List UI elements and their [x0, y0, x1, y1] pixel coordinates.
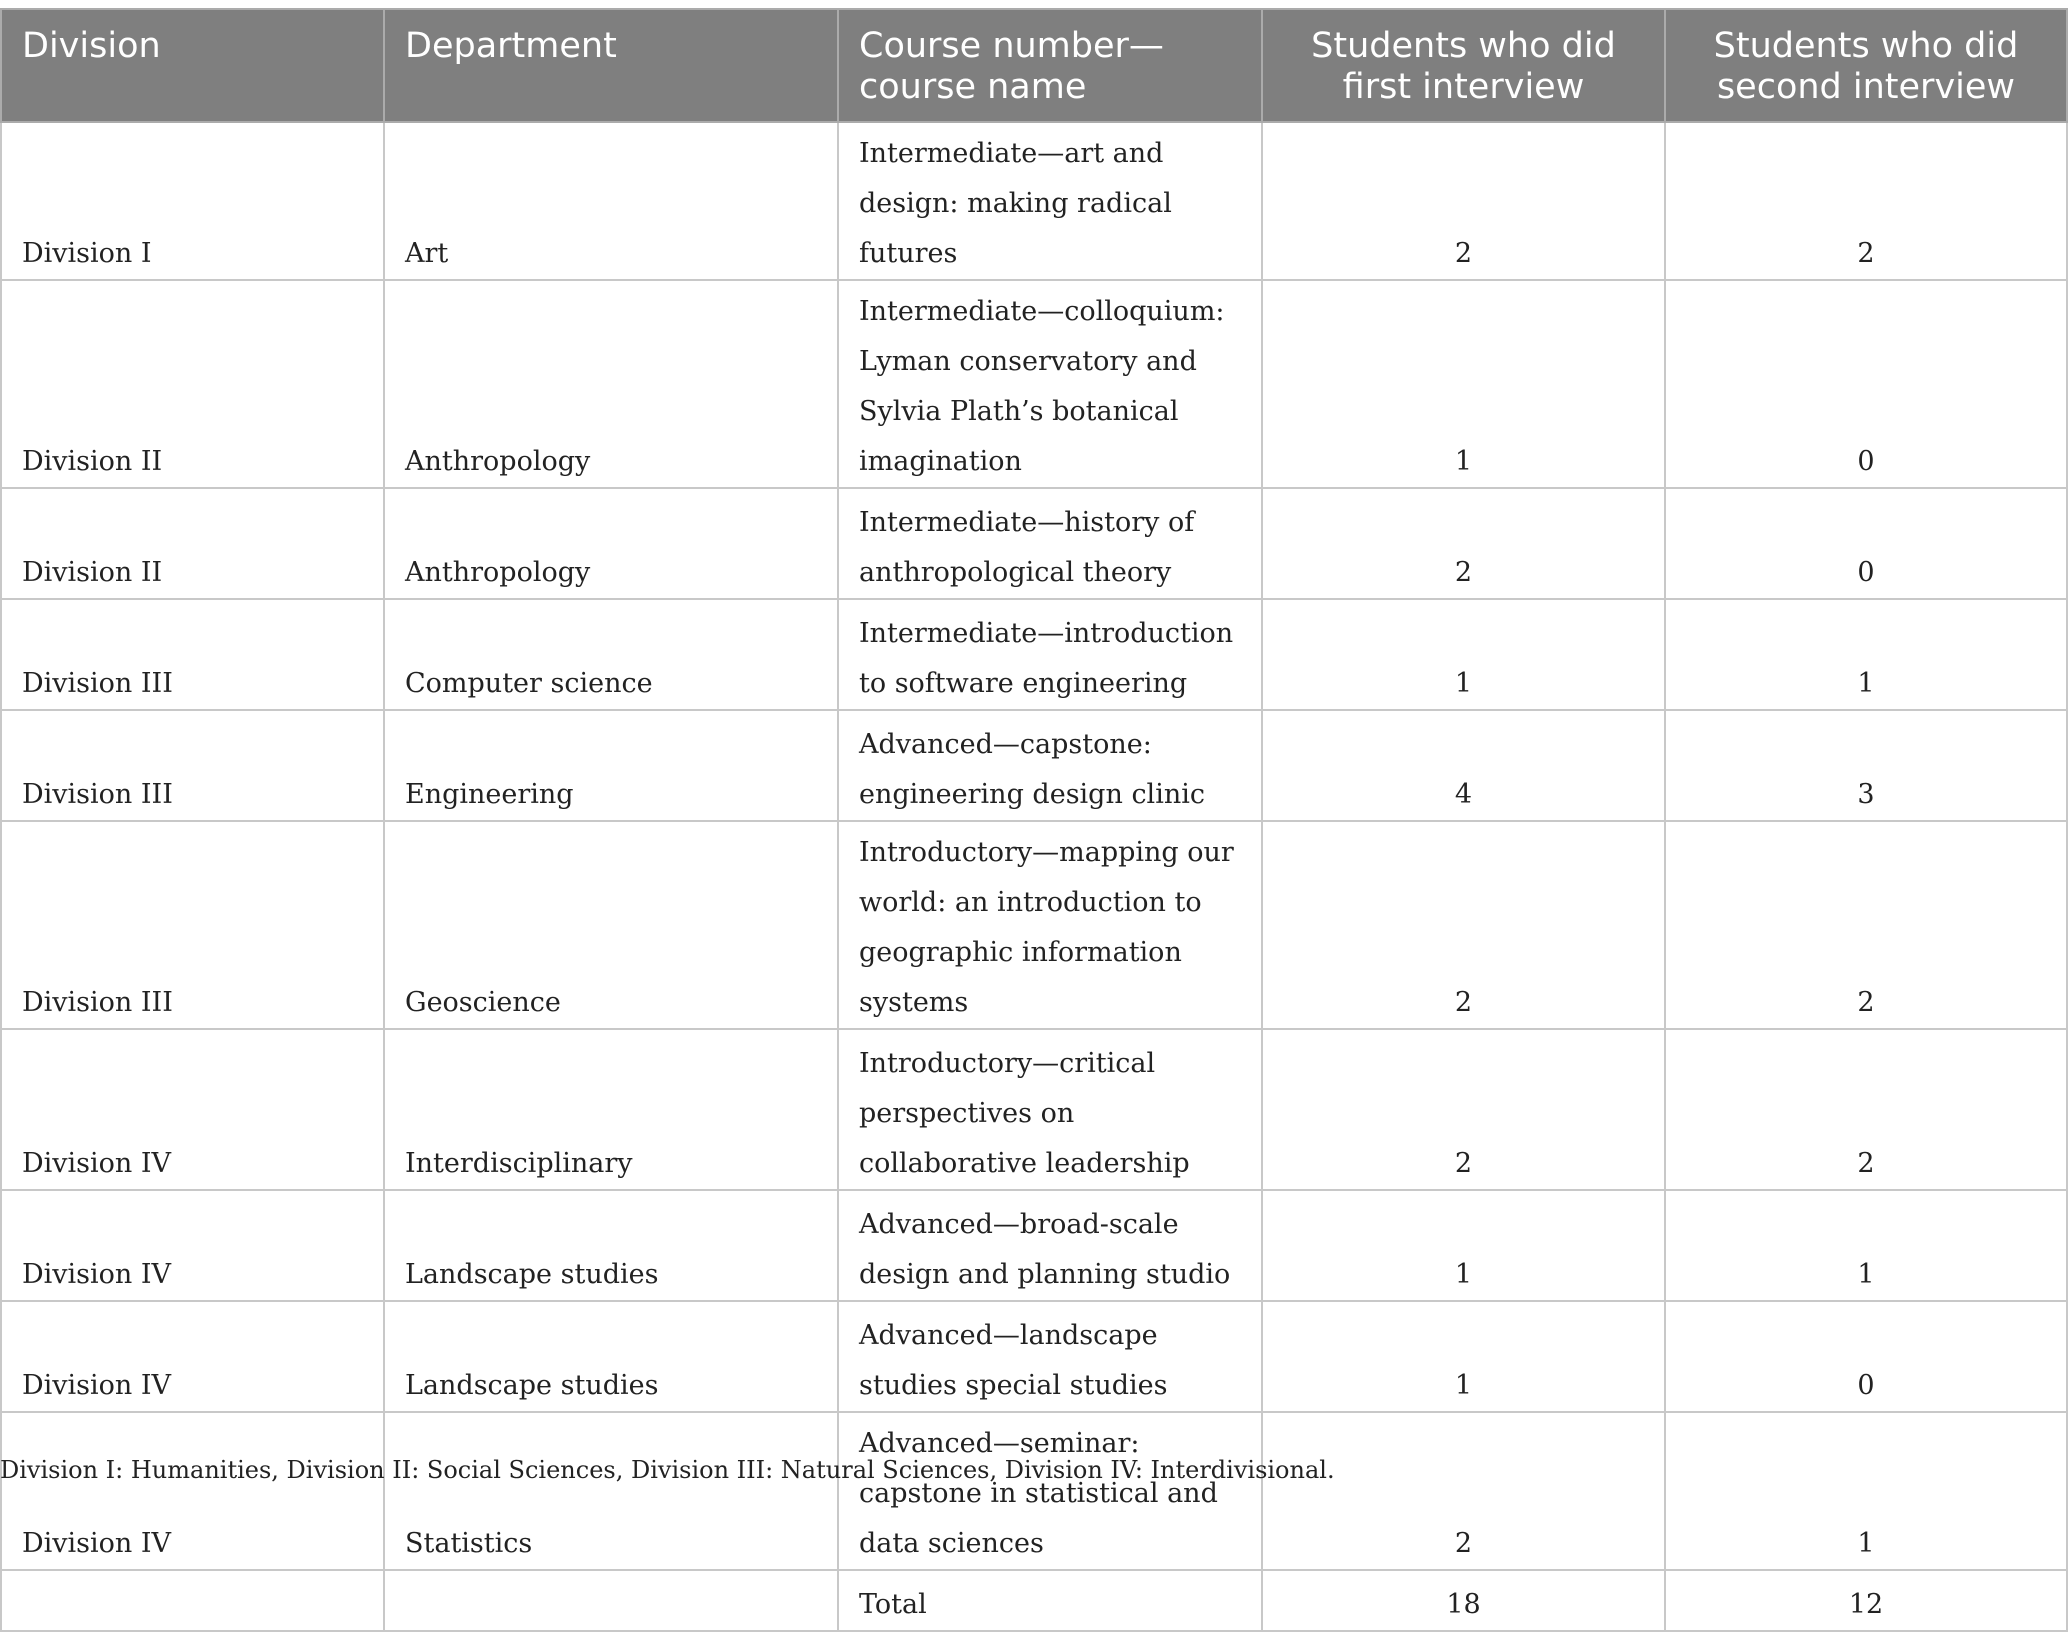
header-first-interview: Students who did first interview [1262, 9, 1665, 122]
division-cell: Division III [1, 821, 384, 1029]
second-interview-cell: 2 [1665, 821, 2067, 1029]
interview-table [0, 8, 2068, 1632]
first-interview-cell: 2 [1262, 1412, 1665, 1570]
header-row [1, 9, 2067, 122]
total-second-interview: 12 [1665, 1570, 2067, 1631]
table-row [1, 122, 2067, 280]
division-cell: Division IV [1, 1190, 384, 1301]
first-interview-cell: 1 [1262, 1190, 1665, 1301]
total-first-interview: 18 [1262, 1570, 1665, 1631]
course-cell: Intermediate—history of anthropological theory [838, 488, 1262, 599]
department-cell: Statistics [384, 1412, 838, 1570]
division-cell: Division II [1, 280, 384, 488]
table-row [1, 821, 2067, 1029]
department-cell: Art [384, 122, 838, 280]
department-cell: Landscape studies [384, 1190, 838, 1301]
course-cell: Introductory—critical perspectives on collaborative leadership [838, 1029, 1262, 1190]
table-row [1, 1412, 2067, 1570]
table-row [1, 1029, 2067, 1190]
division-cell: Division IV [1, 1301, 384, 1412]
header-division: Division [1, 9, 384, 122]
first-interview-cell: 1 [1262, 1301, 1665, 1412]
first-interview-cell: 4 [1262, 710, 1665, 821]
course-cell: Intermediate—colloquium: Lyman conservatory and Sylvia Plath’s botanical imagination [838, 280, 1262, 488]
department-cell: Landscape studies [384, 1301, 838, 1412]
course-cell: Advanced—landscape studies special studies [838, 1301, 1262, 1412]
header-second-interview: Students who did second interview [1665, 9, 2067, 122]
department-cell: Anthropology [384, 280, 838, 488]
second-interview-cell: 3 [1665, 710, 2067, 821]
department-cell: Computer science [384, 599, 838, 710]
header-department: Department [384, 9, 838, 122]
department-cell: Interdisciplinary [384, 1029, 838, 1190]
second-interview-cell: 1 [1665, 599, 2067, 710]
second-interview-cell: 2 [1665, 1029, 2067, 1190]
department-cell: Anthropology [384, 488, 838, 599]
division-cell: Division I [1, 122, 384, 280]
empty-cell [384, 1570, 838, 1631]
first-interview-cell: 1 [1262, 599, 1665, 710]
total-label: Total [838, 1570, 1262, 1631]
course-cell: Advanced—seminar: capstone in statistical and data sciences [838, 1412, 1262, 1570]
division-cell: Division IV [1, 1412, 384, 1570]
second-interview-cell: 1 [1665, 1190, 2067, 1301]
second-interview-cell: 1 [1665, 1412, 2067, 1570]
table-footnote: Division I: Humanities, Division II: Social Sciences, Division III: Natural Sciences, Division IV: Interdivisional. [0, 1456, 1335, 1484]
department-cell: Geoscience [384, 821, 838, 1029]
table-row [1, 1301, 2067, 1412]
division-cell: Division IV [1, 1029, 384, 1190]
division-cell: Division II [1, 488, 384, 599]
table-row [1, 1190, 2067, 1301]
empty-cell [1, 1570, 384, 1631]
table-row [1, 710, 2067, 821]
first-interview-cell: 2 [1262, 821, 1665, 1029]
first-interview-cell: 2 [1262, 488, 1665, 599]
second-interview-cell: 2 [1665, 122, 2067, 280]
second-interview-cell: 0 [1665, 1301, 2067, 1412]
first-interview-cell: 2 [1262, 122, 1665, 280]
second-interview-cell: 0 [1665, 280, 2067, 488]
table-row [1, 280, 2067, 488]
course-cell: Intermediate—art and design: making radical futures [838, 122, 1262, 280]
table-row [1, 488, 2067, 599]
course-cell: Introductory—mapping our world: an introduction to geographic information systems [838, 821, 1262, 1029]
course-cell: Intermediate—introduction to software engineering [838, 599, 1262, 710]
division-cell: Division III [1, 710, 384, 821]
header-course: Course number—course name [838, 9, 1262, 122]
first-interview-cell: 1 [1262, 280, 1665, 488]
total-row [1, 1570, 2067, 1631]
first-interview-cell: 2 [1262, 1029, 1665, 1190]
division-cell: Division III [1, 599, 384, 710]
table-row [1, 599, 2067, 710]
course-cell: Advanced—broad-scale design and planning studio [838, 1190, 1262, 1301]
second-interview-cell: 0 [1665, 488, 2067, 599]
department-cell: Engineering [384, 710, 838, 821]
course-cell: Advanced—capstone: engineering design clinic [838, 710, 1262, 821]
